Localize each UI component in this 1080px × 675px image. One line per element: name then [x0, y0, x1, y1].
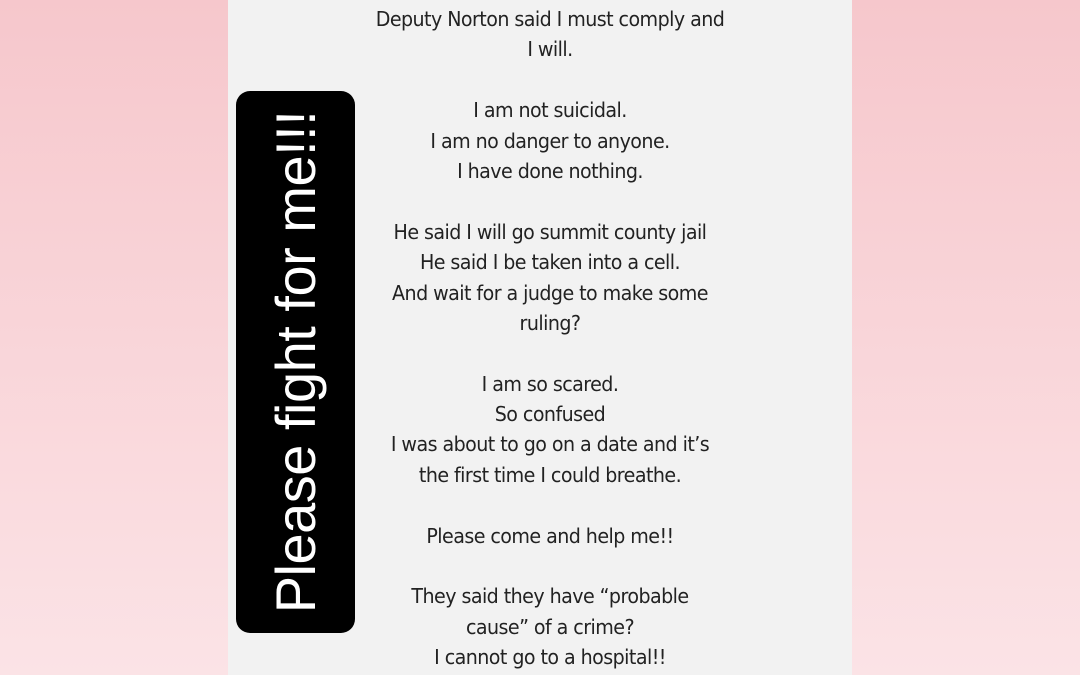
vertical-banner: [236, 91, 355, 633]
story-line: They said they have “probable: [411, 584, 689, 609]
story-line: I cannot go to a hospital!!: [434, 645, 666, 670]
story-line: I have done nothing.: [457, 158, 643, 183]
story-line: So confused: [494, 402, 606, 427]
story-line: I am no danger to anyone.: [430, 128, 670, 153]
banner-text: Please fight for me!!!: [263, 110, 327, 614]
story-line: I am not suicidal.: [473, 98, 627, 123]
story-line: He said I will go summit county jail: [393, 219, 707, 244]
story-line: Deputy Norton said I must comply and: [375, 7, 725, 31]
story-line: cause” of a crime?: [465, 614, 635, 639]
story-line: And wait for a judge to make some: [392, 280, 708, 305]
story-line: I am so scared.: [481, 371, 619, 396]
story-line: I was about to go on a date and it’s: [390, 432, 710, 457]
story-line: He said I be taken into a cell.: [419, 250, 681, 275]
story-line: Please come and help me!!: [426, 523, 674, 548]
story-line: the first time I could breathe.: [418, 462, 682, 487]
story-line: ruling?: [519, 310, 581, 335]
story-line: I will.: [527, 37, 573, 62]
